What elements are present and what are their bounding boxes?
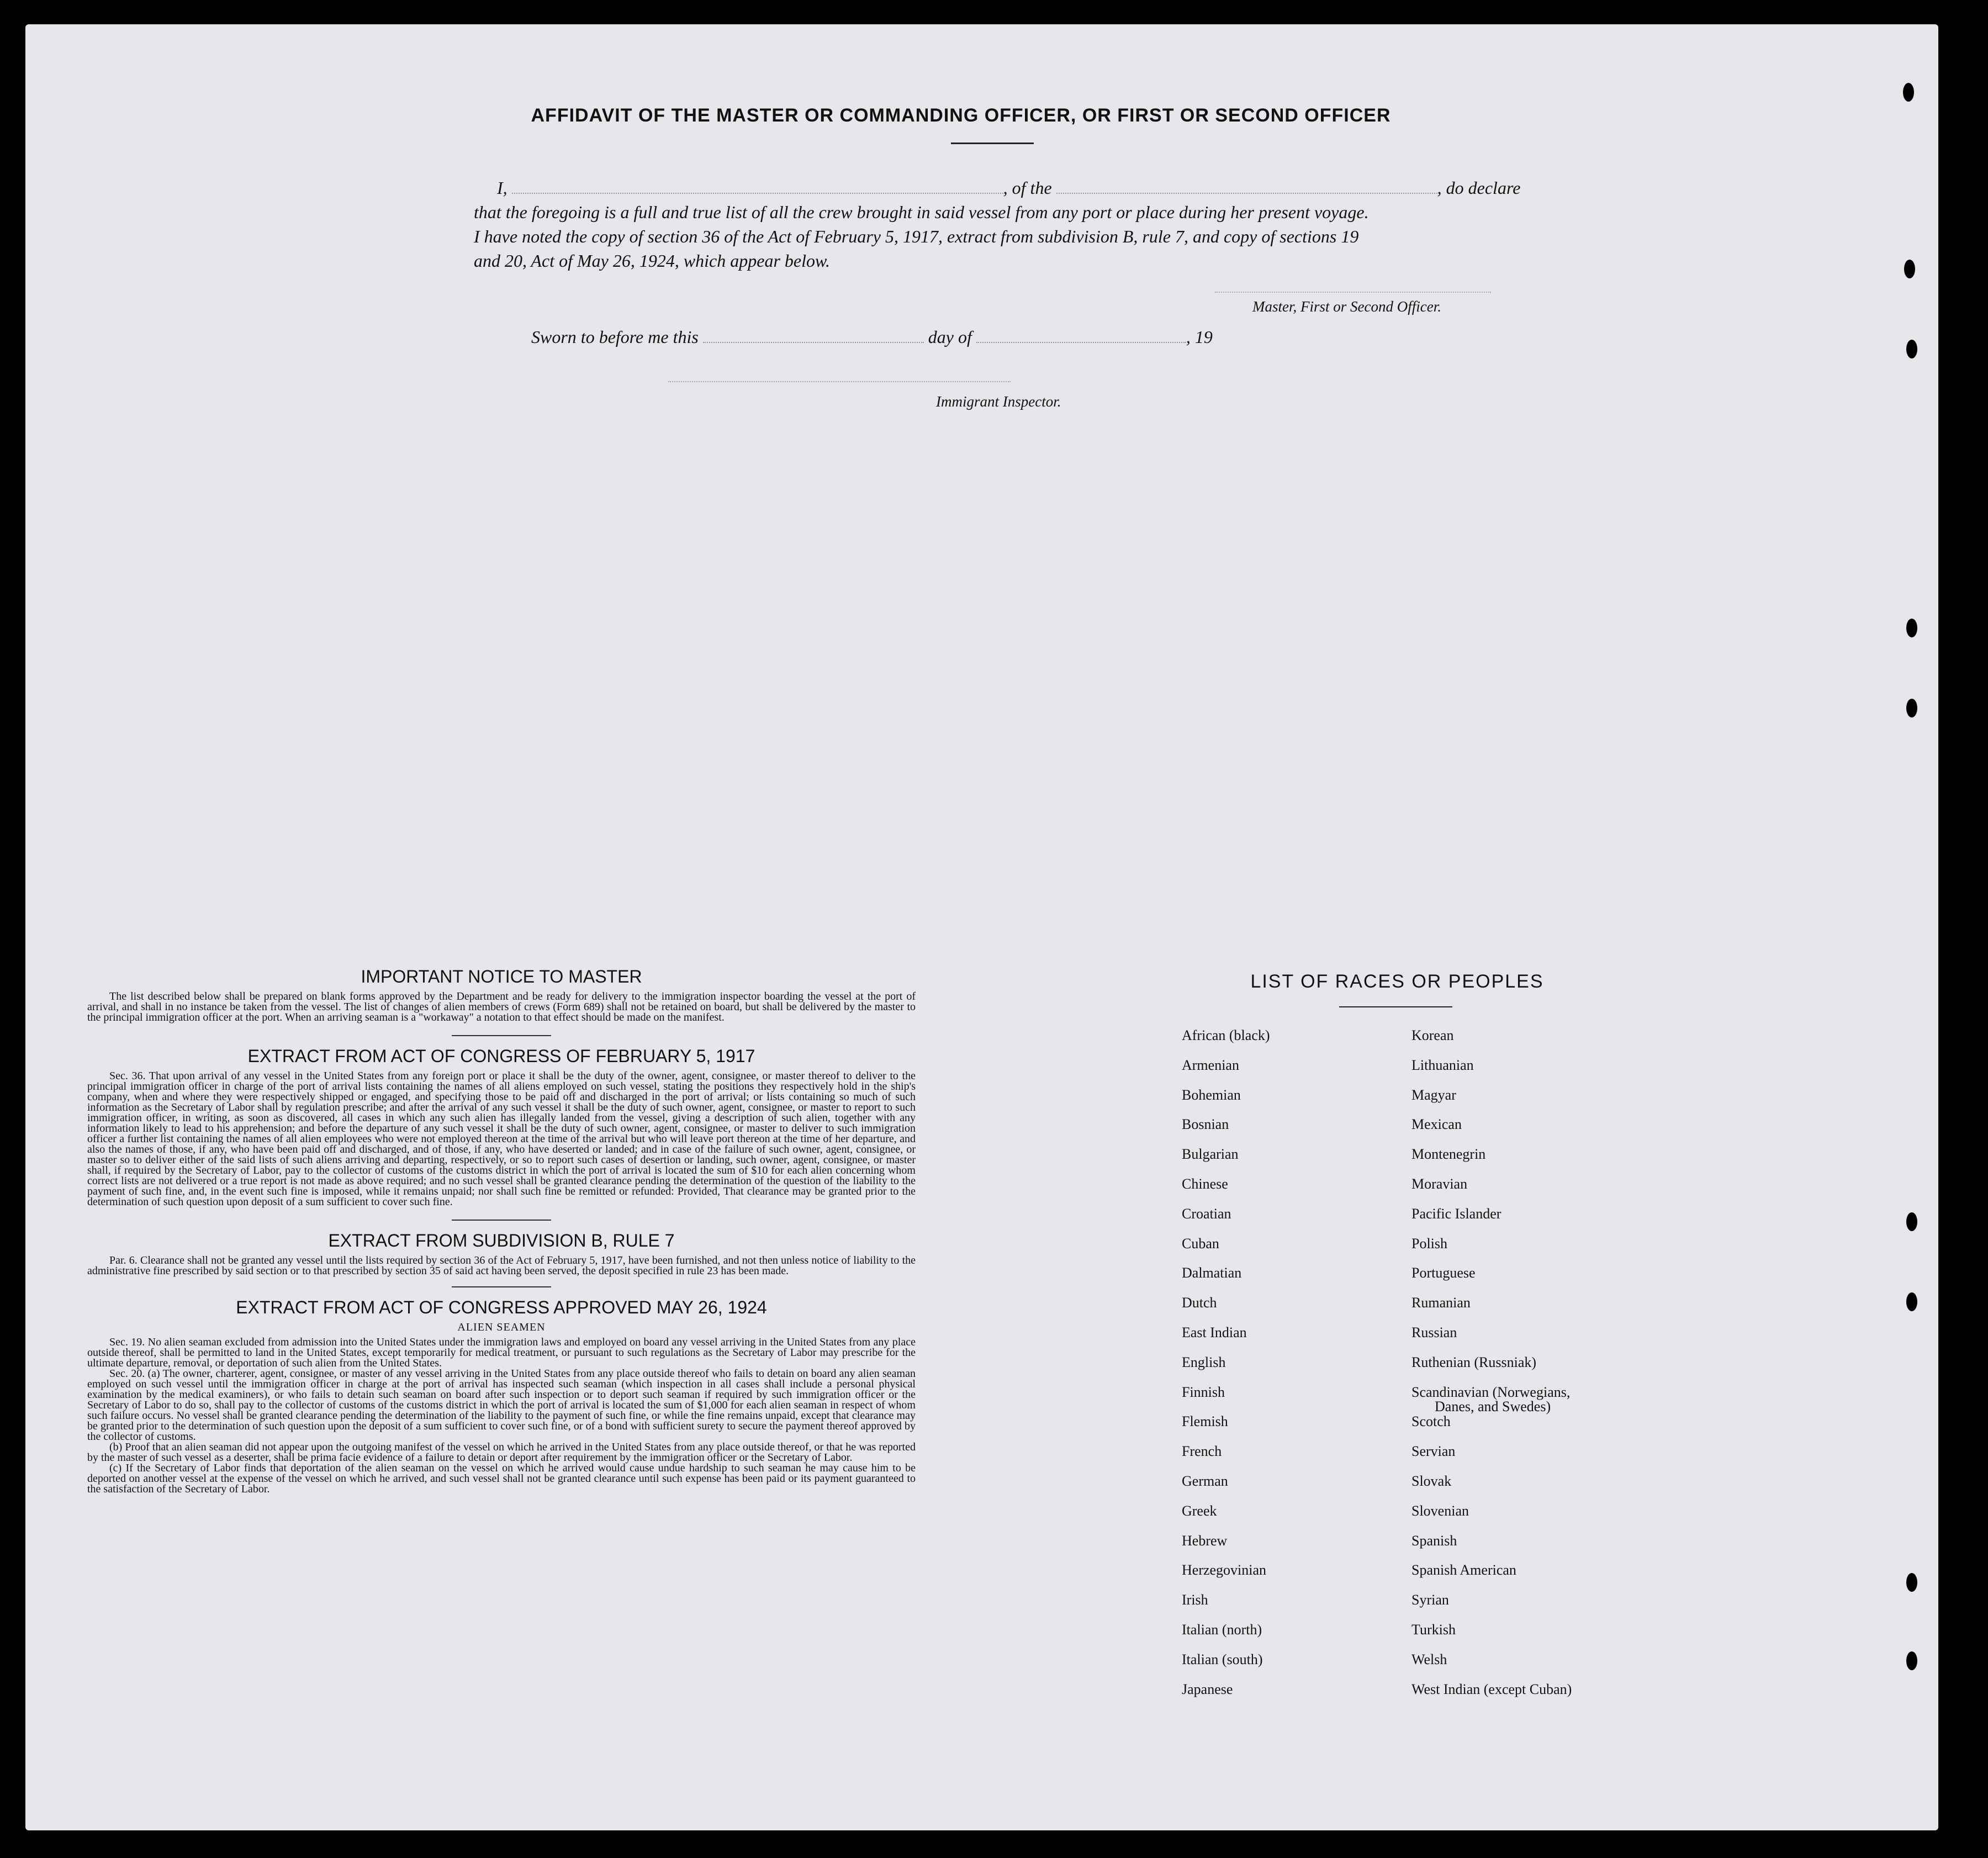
divider — [452, 1220, 551, 1221]
race-item: Montenegrin — [1411, 1146, 1486, 1163]
race-item: Polish — [1411, 1235, 1448, 1252]
race-item: Korean — [1411, 1027, 1454, 1043]
race-item: Mexican — [1411, 1116, 1462, 1133]
inspector-signature-line[interactable] — [668, 381, 1011, 382]
declaration-line-2: that the foregoing is a full and true list of all the crew brought in said vessel from any port or place during her present voyage. — [474, 202, 1369, 222]
race-item: Cuban — [1182, 1235, 1219, 1252]
race-item: African (black) — [1182, 1027, 1270, 1043]
rule7-title: EXTRACT FROM SUBDIVISION B, RULE 7 — [328, 1231, 675, 1250]
vessel-field[interactable] — [1056, 193, 1437, 194]
divider — [1339, 1006, 1452, 1007]
extract-1924-title: EXTRACT FROM ACT OF CONGRESS APPROVED MAY 26, 1924 — [236, 1297, 767, 1317]
master-signature-line[interactable] — [1215, 292, 1491, 293]
divider — [452, 1286, 551, 1287]
race-item: Pacific Islander — [1411, 1205, 1501, 1222]
declarant-prefix: I, — [497, 178, 507, 198]
sworn-text: Sworn to before me this — [531, 327, 699, 347]
race-item: Bulgarian — [1182, 1146, 1239, 1163]
race-item: East Indian — [1182, 1324, 1247, 1340]
race-item: French — [1182, 1443, 1222, 1460]
declaration-line-3: I have noted the copy of section 36 of the Act of February 5, 1917, extract from subdivision B, rule 7, and copy of sections 19 — [474, 226, 1359, 246]
race-item: Greek — [1182, 1502, 1217, 1519]
sec20b-text: (b) Proof that an alien seaman did not appear upon the outgoing manifest of the vessel on which he arrived in the United States from any place outside thereof, or that he was reported by the master of such vessel as a deserter, shall be prima facie evidence of a failure to detain or deport after requirement by the immigration officer or the Secretary of Labor. — [87, 1441, 916, 1464]
race-item: Welsh — [1411, 1651, 1447, 1667]
master-signature-label: Master, First or Second Officer. — [1252, 298, 1441, 315]
extract-1917-text: Sec. 36. That upon arrival of any vessel in the United States from any foreign port or place it shall be the duty of the owner, agent, consignee, or master thereof to deliver to the principal immigration officer in charge of the port of arrival lists containing the names of all aliens employed on such vessel, stating the positions they respectively hold in the ship's company, when and where they were respectively shipped or engaged, and specifying those to be paid off and discharged in the port of arrival; or lists containing so much of such information as the Secretary of Labor shall by regulation prescribe; and after the arrival of any such vessel it shall be the duty of such owner, agent, consignee, or master to report to such immigration officer, in writing, as soon as discovered, all cases in which any such alien has illegally landed from the vessel, giving a description of such alien, together with any information likely to lead to his apprehension; and before the departure of any such vessel it shall be the duty of such owner, agent, consignee, or master to deliver to such immigration officer a further list containing the names of all alien employees who were not employed thereon at the time of the arrival but who will leave port thereon at the time of her departure, and also the names of those, if any, who have been paid off and discharged, and of those, if any, who have deserted or landed; and in case of the failure of such owner, agent, consignee, or master so to deliver either of the said lists of such aliens arriving and departing, respectively, or so to report such cases of desertion or landing, such owner, agent, consignee, or master shall, if required by the Secretary of Labor, pay to the collector of customs of the customs district in which the port of arrival is located the sum of $10 for each alien concerning whom correct lists are not delivered or a true report is not made as above required; and no such vessel shall be granted clearance pending the determination of the question of the liability to the payment of such fine, and, in the event such fine is imposed, while it remains unpaid; nor shall such fine be remitted or refunded: Provided, That clearance may be granted prior to the determination of such question upon deposit of a sum sufficient to cover such fine. — [87, 1070, 916, 1208]
race-item: Syrian — [1411, 1592, 1449, 1608]
race-item: English — [1182, 1354, 1226, 1370]
year-text: , 19 — [1186, 327, 1213, 347]
race-item: Italian (north) — [1182, 1622, 1262, 1638]
binder-hole — [1906, 619, 1917, 637]
race-item: Magyar — [1411, 1086, 1456, 1103]
notices-column — [87, 967, 916, 1495]
race-item: Scotch — [1411, 1413, 1451, 1430]
notice-title: IMPORTANT NOTICE TO MASTER — [361, 967, 642, 986]
race-item: Turkish — [1411, 1622, 1456, 1638]
race-item: Spanish American — [1411, 1562, 1516, 1579]
race-item: Servian — [1411, 1443, 1456, 1460]
rule7-text: Par. 6. Clearance shall not be granted any vessel until the lists required by section 36 of the Act of February 5, 1917, have been furnished, and not then unless notice of liability to the administrative fine prescribed by said section or to that prescribed by section 35 of said act having been served, the deposit specified in rule 23 has been made. — [87, 1254, 916, 1277]
binder-hole — [1906, 1292, 1917, 1311]
of-the-text: , of the — [1003, 178, 1052, 198]
sec20c-text: (c) If the Secretary of Labor finds that deportation of the alien seaman on the vessel on which he arrived would cause undue hardship to such seaman he may cause him to be deported on another vessel at the expense of the vessel on which he arrived, and such vessel shall not be granted clearance until such expense has been paid or its payment guaranteed to the satisfaction of the Secretary of Labor. — [87, 1462, 916, 1495]
binder-hole — [1906, 1212, 1917, 1231]
alien-seamen-subtitle: ALIEN SEAMEN — [457, 1321, 546, 1333]
sworn-month-field[interactable] — [976, 342, 1186, 343]
race-item: Italian (south) — [1182, 1651, 1263, 1667]
race-item: Chinese — [1182, 1176, 1228, 1192]
race-item: Croatian — [1182, 1205, 1231, 1222]
divider — [452, 1035, 551, 1036]
sec19-text: Sec. 19. No alien seaman excluded from admission into the United States under the immigration laws and employed on board any vessel arriving in the United States from any place outside thereof, shall be permitted to land in the United States, except temporarily for medical treatment, or pursuant to such regulations as the Secretary of Labor may prescribe for the ultimate departure, removal, or deportation of such alien from the United States. — [87, 1336, 916, 1369]
binder-hole — [1906, 699, 1917, 717]
divider — [951, 142, 1034, 144]
race-item: Irish — [1182, 1592, 1208, 1608]
race-item: Finnish — [1182, 1384, 1225, 1400]
race-item: Russian — [1411, 1324, 1457, 1340]
race-item: Armenian — [1182, 1057, 1239, 1073]
race-item: German — [1182, 1473, 1228, 1489]
sworn-line — [531, 325, 1213, 349]
declare-text: , do declare — [1437, 178, 1521, 198]
declaration-line-1 — [497, 176, 1520, 200]
day-of-text: day of — [928, 327, 972, 347]
race-item: Slovenian — [1411, 1502, 1469, 1519]
race-item-continuation: Danes, and Swedes) — [1435, 1398, 1551, 1414]
document-page — [25, 24, 1938, 1830]
binder-hole — [1903, 83, 1914, 102]
inspector-label: Immigrant Inspector. — [936, 393, 1061, 410]
race-item: Dalmatian — [1182, 1265, 1242, 1281]
declaration-line-4: and 20, Act of May 26, 1924, which appear below. — [474, 251, 830, 271]
name-field[interactable] — [512, 193, 1003, 194]
race-item: Portuguese — [1411, 1265, 1476, 1281]
race-item: Herzegovinian — [1182, 1562, 1267, 1579]
race-item: Rumanian — [1411, 1295, 1471, 1311]
race-item: Dutch — [1182, 1295, 1217, 1311]
race-item: Scandinavian (Norwegians, — [1411, 1384, 1571, 1400]
sec20a-text: Sec. 20. (a) The owner, charterer, agent, consignee, or master of any vessel arriving in the United States from any place outside thereof who fails to detain on board any alien seaman employed on such vessel until the immigration officer in charge at the port of arrival has inspected such seaman (which inspection in all cases shall include a personal physical examination by the medical examiners), or who fails to detain such seaman on board after such inspection or to deport such seaman if required by such immigration officer or the Secretary of Labor to do so, shall pay to the collector of customs of the customs district in which the port of arrival is located the sum of $1,000 for each alien seaman in respect of whom such failure occurs. No vessel shall be granted clearance pending the determination of the liability to the payment of such fine, or while the fine remains unpaid, except that clearance may be granted prior to the determination of such question upon the deposit of a sum sufficient to cover such fine, or of a bond with sufficient surety to secure the payment thereof approved by the collector of customs. — [87, 1368, 916, 1443]
notice-text: The list described below shall be prepared on blank forms approved by the Department and be ready for delivery to the immigration inspector boarding the vessel at the port of arrival, and shall in no instance be taken from the vessel. The list of changes of alien members of crews (Form 689) shall not be retained on board, but shall be delivered by the master to the principal immigration officer at the port. When an arriving seaman is a "workaway" a notation to that effect should be made on the manifest. — [87, 990, 916, 1023]
race-item: Spanish — [1411, 1532, 1457, 1549]
binder-hole — [1906, 1651, 1917, 1670]
race-item: Hebrew — [1182, 1532, 1228, 1549]
race-item: Ruthenian (Russniak) — [1411, 1354, 1537, 1370]
binder-hole — [1904, 260, 1915, 278]
race-item: Bohemian — [1182, 1086, 1241, 1103]
race-item: Lithuanian — [1411, 1057, 1474, 1073]
race-item: Bosnian — [1182, 1116, 1229, 1133]
binder-hole — [1906, 1573, 1917, 1592]
race-item: West Indian (except Cuban) — [1411, 1681, 1572, 1697]
race-item: Flemish — [1182, 1413, 1228, 1430]
binder-hole — [1906, 340, 1917, 358]
race-item: Moravian — [1411, 1176, 1468, 1192]
affidavit-title: AFFIDAVIT OF THE MASTER OR COMMANDING OFFICER, OR FIRST OR SECOND OFFICER — [531, 105, 1391, 126]
race-item: Japanese — [1182, 1681, 1233, 1697]
race-item: Slovak — [1411, 1473, 1452, 1489]
races-title: LIST OF RACES OR PEOPLES — [1250, 971, 1544, 992]
sworn-day-field[interactable] — [703, 342, 924, 343]
extract-1917-title: EXTRACT FROM ACT OF CONGRESS OF FEBRUARY 5, 1917 — [247, 1046, 755, 1066]
